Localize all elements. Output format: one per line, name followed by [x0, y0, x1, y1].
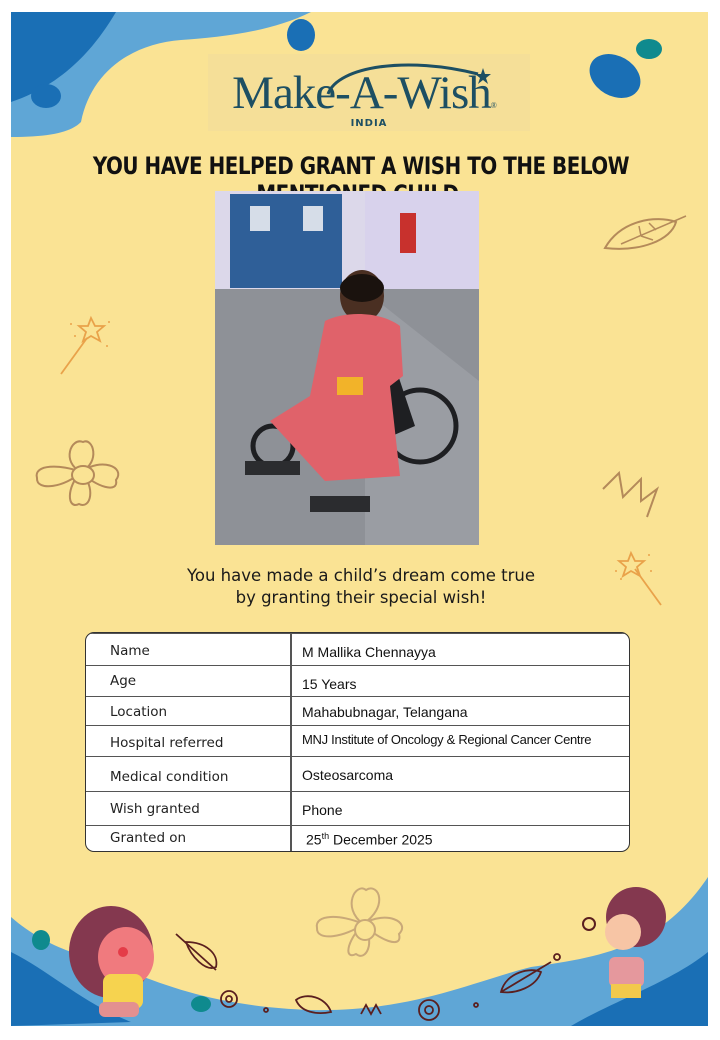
- child-details-table: [85, 632, 630, 852]
- row-value: MNJ Institute of Oncology & Regional Cancer Centre: [302, 732, 592, 747]
- row-label: Age: [110, 673, 137, 689]
- table-row-name: [86, 633, 629, 666]
- table-row-age: [86, 665, 629, 697]
- registered-mark: ®: [490, 101, 496, 110]
- row-value: M Mallika Chennayya: [302, 644, 436, 660]
- row-label: Location: [110, 704, 168, 720]
- row-label: Granted on: [110, 830, 187, 846]
- flower-doodle-icon: [31, 432, 131, 512]
- tagline-line-1: You have made a child’s dream come true: [186, 566, 536, 585]
- zigzag-doodle-icon: [599, 467, 674, 527]
- row-value: Phone: [302, 802, 343, 818]
- page-headline: YOU HAVE HELPED GRANT A WISH TO THE BELOW: [92, 152, 630, 180]
- row-value: Mahabubnagar, Telangana: [302, 704, 468, 720]
- make-a-wish-logo: [208, 54, 530, 131]
- tagline-line-2: by granting their special wish!: [235, 588, 487, 607]
- child-photo: [215, 191, 479, 545]
- table-row-granted-on: [86, 825, 629, 852]
- child-photo-illustration: [215, 191, 479, 545]
- magic-wand-doodle-icon: [51, 312, 116, 377]
- granted-day-suffix: th: [321, 831, 330, 841]
- leaf-doodle-icon: [601, 210, 691, 255]
- bottom-decoration: [11, 862, 708, 1026]
- row-value: 15 Years: [302, 676, 357, 692]
- row-value: [306, 831, 433, 848]
- table-row-location: [86, 696, 629, 726]
- table-row-hospital: [86, 725, 629, 757]
- row-label: Hospital referred: [110, 735, 224, 751]
- certificate-page: [11, 12, 708, 1026]
- flower-doodle-icon: [317, 888, 402, 955]
- row-label: Name: [110, 643, 150, 659]
- logo-region: INDIA: [350, 118, 388, 129]
- tagline: [71, 565, 651, 609]
- logo-brand: Make-A-Wish: [232, 67, 491, 119]
- row-value: Osteosarcoma: [302, 767, 394, 783]
- granted-day: 25: [306, 831, 322, 848]
- row-label: Wish granted: [110, 801, 200, 817]
- table-row-wish-granted: [86, 791, 629, 826]
- table-row-medical-condition: [86, 756, 629, 792]
- row-label: Medical condition: [110, 769, 229, 785]
- granted-month-year: December 2025: [329, 831, 433, 848]
